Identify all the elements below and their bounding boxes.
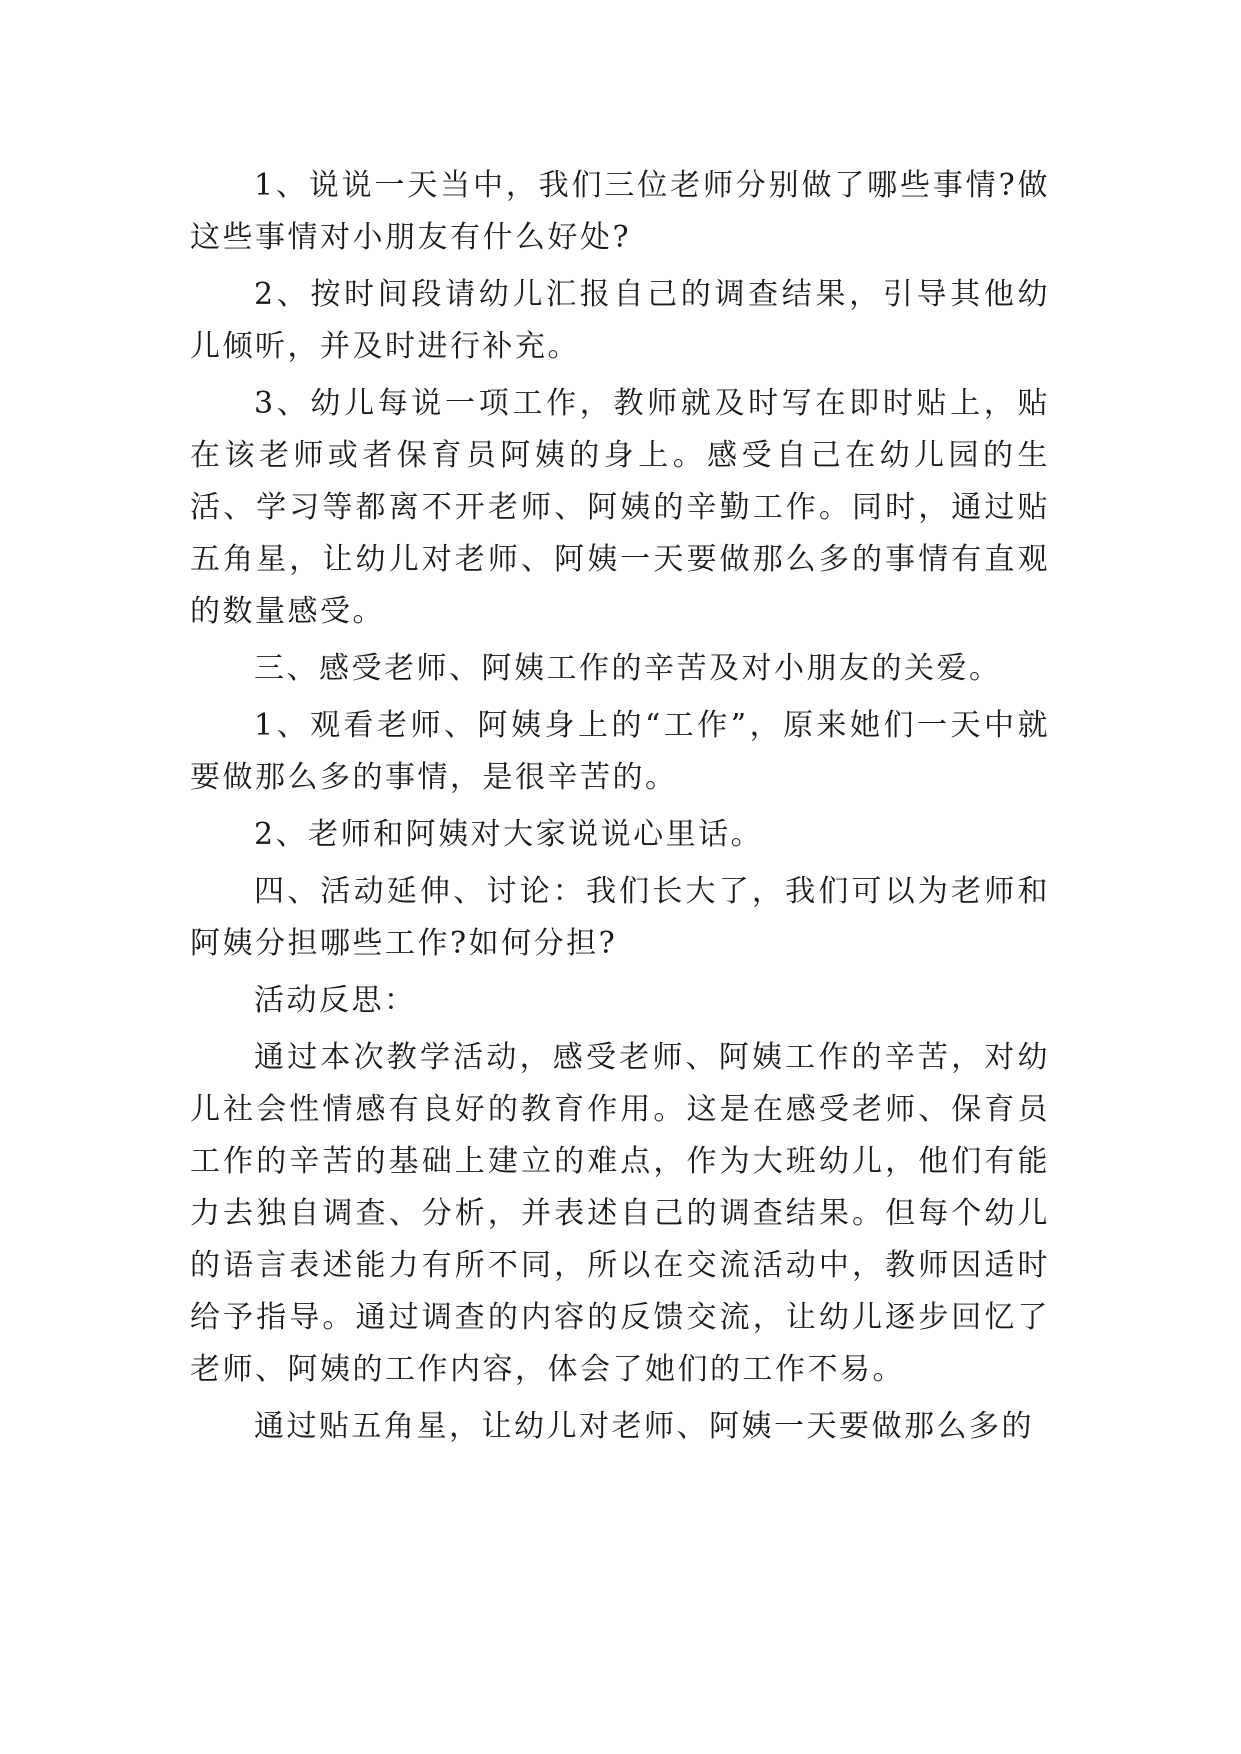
section-heading-4: 四、活动延伸、讨论：我们长大了，我们可以为老师和阿姨分担哪些工作?如何分担? (190, 874, 1050, 961)
paragraph-3: 3、幼儿每说一项工作，教师就及时写在即时贴上，贴在该老师或者保育员阿姨的身上。感受自己在幼儿园的生活、学习等都离不开老师、阿姨的辛勤工作。同时，通过贴五角星，让幼儿对老师、阿姨一天要做那么多的事情有直观的数量感受。 (190, 386, 1050, 629)
reflection-paragraph-2: 通过贴五角星，让幼儿对老师、阿姨一天要做那么多的 (254, 1409, 1034, 1444)
paragraph-2: 2、按时间段请幼儿汇报自己的调查结果，引导其他幼儿倾听，并及时进行补充。 (190, 277, 1050, 364)
paragraph-5: 2、老师和阿姨对大家说说心里话。 (254, 817, 764, 852)
reflection-paragraph-1: 通过本次教学活动，感受老师、阿姨工作的辛苦，对幼儿社会性情感有良好的教育作用。这是在感受老师、保育员工作的辛苦的基础上建立的难点，作为大班幼儿，他们有能力去独自调查、分析，并表述自己的调查结果。但每个幼儿的语言表述能力有所不同，所以在交流活动中，教师因适时给予指导。通过调查的内容的反馈交流，让幼儿逐步回忆了老师、阿姨的工作内容，体会了她们的工作不易。 (190, 1040, 1050, 1387)
paragraph-1: 1、说说一天当中，我们三位老师分别做了哪些事情?做这些事情对小朋友有什么好处? (190, 168, 1050, 255)
reflection-heading: 活动反思： (254, 983, 417, 1018)
paragraph-4: 1、观看老师、阿姨身上的“工作”，原来她们一天中就要做那么多的事情，是很辛苦的。 (190, 708, 1050, 795)
document-body (190, 160, 1050, 1458)
section-heading-3: 三、感受老师、阿姨工作的辛苦及对小朋友的关爱。 (254, 651, 1002, 686)
